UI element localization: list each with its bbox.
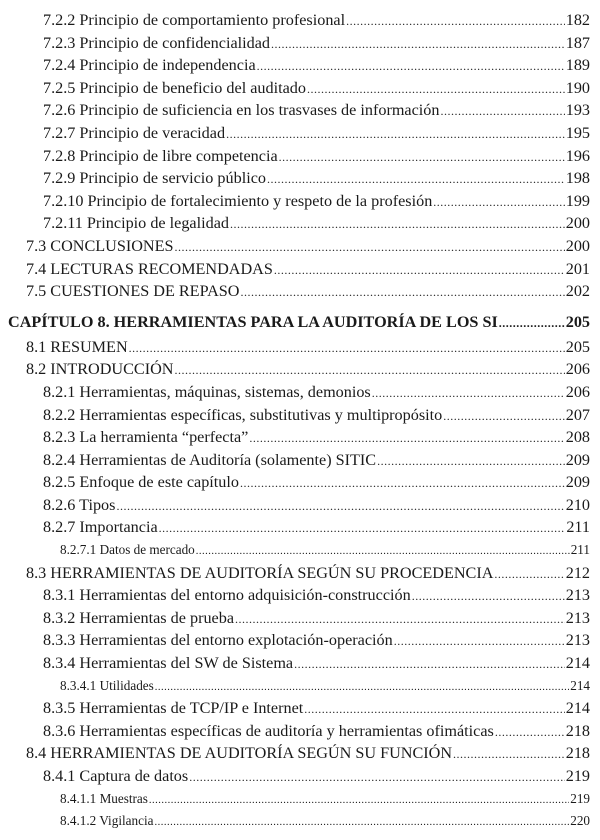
dot-leader [274, 259, 565, 282]
dot-leader [494, 563, 564, 586]
toc-entry-title: 8.3 HERRAMIENTAS DE AUDITORÍA SEGÚN SU PROCEDENCIA [26, 563, 494, 582]
toc-entry[interactable] [0, 381, 600, 404]
dot-leader [271, 33, 565, 56]
dot-leader [249, 427, 564, 450]
toc-entry-title: 8.2.6 Tipos [43, 495, 116, 514]
dot-leader [412, 585, 565, 608]
toc-entry[interactable] [0, 494, 600, 517]
dot-leader [440, 100, 564, 123]
toc-entry-title: 7.2.9 Principio de servicio público [43, 169, 266, 188]
toc-entry-page: 199 [565, 191, 590, 210]
dot-leader [189, 766, 565, 789]
dot-leader [226, 123, 565, 146]
toc-entry-title: 8.2.7 Importancia [43, 518, 158, 537]
toc-entry[interactable] [0, 584, 600, 607]
toc-entry[interactable] [0, 190, 600, 213]
toc-entry-title: 8.3.4.1 Utilidades [60, 677, 154, 693]
dot-leader [346, 10, 565, 33]
toc-entry-page: 207 [565, 405, 590, 424]
toc-entry-page: 189 [565, 56, 590, 75]
toc-entry-page: 190 [565, 78, 590, 97]
toc-entry-title: 7.5 CUESTIONES DE REPASO [26, 282, 240, 301]
toc-entry[interactable] [0, 607, 600, 630]
toc-entry[interactable] [0, 358, 600, 381]
toc-entry[interactable] [0, 742, 600, 765]
toc-entry-title: 8.4 HERRAMIENTAS DE AUDITORÍA SEGÚN SU FUNCIÓN [26, 744, 453, 763]
toc-entry-page: 218 [565, 744, 590, 763]
toc-entry-title: 7.2.6 Principio de suficiencia en los trasvases de información [43, 101, 440, 120]
toc-entry[interactable] [0, 235, 600, 258]
toc-entry-title: 8.1 RESUMEN [26, 337, 128, 356]
toc-entry-page: 219 [565, 767, 590, 785]
table-of-contents [0, 9, 600, 833]
toc-entry-page: 214 [565, 699, 590, 718]
toc-entry-title: 7.2.2 Principio de comportamiento profesional [43, 11, 346, 29]
toc-entry-title: 8.3.5 Herramientas de TCP/IP e Internet [43, 699, 304, 718]
toc-entry-title: 7.4 LECTURAS RECOMENDADAS [26, 259, 273, 278]
dot-leader [159, 517, 566, 540]
toc-entry[interactable] [0, 212, 600, 235]
toc-entry-page: 209 [565, 450, 590, 469]
dot-leader [495, 721, 565, 744]
toc-entry-page: 209 [565, 473, 590, 492]
toc-entry-title: 8.3.3 Herramientas del entorno explotación-operación [43, 631, 393, 650]
toc-entry-title: 8.2.1 Herramientas, máquinas, sistemas, demonios [43, 382, 371, 401]
toc-entry-page: 205 [565, 337, 590, 356]
toc-entry[interactable] [0, 720, 600, 743]
dot-leader [377, 450, 565, 473]
toc-entry-page: 211 [570, 542, 590, 558]
toc-entry[interactable] [0, 99, 600, 122]
dot-leader [235, 608, 565, 631]
toc-entry-page: 182 [565, 11, 590, 29]
toc-entry-title: 8.3.4 Herramientas del SW de Sistema [43, 654, 294, 673]
toc-entry-title: 7.2.10 Principio de fortalecimiento y respeto de la profesión [43, 191, 433, 210]
toc-entry-page: 210 [565, 495, 590, 514]
toc-entry-page: 214 [570, 677, 590, 693]
toc-entry-page: 212 [565, 563, 590, 582]
toc-entry[interactable] [0, 765, 600, 788]
toc-entry[interactable] [0, 77, 600, 100]
toc-entry-title: 8.2.5 Enfoque de este capítulo [43, 473, 239, 492]
toc-entry-title: 7.2.11 Principio de legalidad [43, 214, 229, 233]
toc-entry-title: 8.2.7.1 Datos de mercado [60, 542, 195, 558]
toc-entry-title: 8.4.1 Captura de datos [43, 767, 189, 785]
toc-entry-page: 202 [565, 282, 590, 301]
dot-leader [196, 541, 570, 564]
toc-entry-page: 219 [570, 790, 590, 806]
toc-entry-page: 213 [565, 631, 590, 650]
toc-entry-page: 213 [565, 608, 590, 627]
toc-entry-title: 8.2.4 Herramientas de Auditoría (solamente) SITIC [43, 450, 377, 469]
toc-entry[interactable] [0, 336, 600, 359]
toc-entry-page: 205 [565, 312, 590, 331]
toc-entry-page: 196 [565, 146, 590, 165]
dot-leader [279, 146, 565, 169]
toc-entry[interactable] [0, 629, 600, 652]
toc-entry[interactable] [0, 167, 600, 190]
toc-entry[interactable] [0, 426, 600, 449]
toc-entry-title: 7.2.3 Principio de confidencialidad [43, 33, 271, 52]
toc-entry[interactable] [0, 32, 600, 55]
toc-entry-page: 211 [566, 518, 590, 537]
toc-entry[interactable] [0, 516, 600, 539]
toc-entry[interactable] [0, 471, 600, 494]
toc-chapter-entry[interactable] [0, 311, 600, 335]
dot-leader [175, 236, 565, 259]
toc-entry[interactable] [0, 145, 600, 168]
dot-leader [257, 55, 565, 78]
toc-entry-title: 8.2.2 Herramientas específicas, substitutivas y multipropósito [43, 405, 443, 424]
toc-entry-page: 200 [565, 214, 590, 233]
toc-entry-page: 206 [565, 360, 590, 379]
dot-leader [394, 630, 565, 653]
toc-entry[interactable] [0, 449, 600, 472]
toc-entry-page: 200 [565, 236, 590, 255]
dot-leader [174, 359, 564, 382]
toc-entry[interactable] [0, 9, 600, 32]
toc-entry[interactable] [0, 280, 600, 303]
dot-leader [499, 312, 565, 335]
toc-entry[interactable] [0, 258, 600, 281]
toc-entry-title: 8.2 INTRODUCCIÓN [26, 360, 174, 379]
toc-entry-title: 7.2.5 Principio de beneficio del auditado [43, 78, 306, 97]
toc-entry[interactable] [0, 122, 600, 145]
toc-entry-page: 214 [565, 654, 590, 673]
toc-entry-page: 187 [565, 33, 590, 52]
dot-leader [149, 790, 569, 813]
toc-entry[interactable] [0, 539, 600, 562]
dot-leader [154, 812, 569, 835]
toc-entry-title: 7.2.4 Principio de independencia [43, 56, 256, 75]
dot-leader [230, 213, 565, 236]
dot-leader [433, 191, 564, 214]
toc-entry-page: 206 [565, 382, 590, 401]
dot-leader [443, 405, 565, 428]
toc-entry-page: 218 [565, 721, 590, 740]
toc-entry[interactable] [0, 404, 600, 427]
toc-entry-title: 8.3.1 Herramientas del entorno adquisición-construcción [43, 586, 411, 605]
toc-entry[interactable] [0, 810, 600, 833]
dot-leader [267, 168, 565, 191]
toc-entry[interactable] [0, 697, 600, 720]
dot-leader [240, 472, 565, 495]
toc-entry-title: 8.3.2 Herramientas de prueba [43, 608, 235, 627]
toc-entry[interactable] [0, 54, 600, 77]
toc-entry[interactable] [0, 788, 600, 811]
dot-leader [304, 698, 564, 721]
dot-leader [155, 677, 569, 700]
toc-entry-title: 8.3.6 Herramientas específicas de auditoría y herramientas ofimáticas [43, 721, 494, 740]
toc-entry-title: 8.4.1.2 Vigilancia [60, 813, 154, 829]
toc-entry-title: 7.2.8 Principio de libre competencia [43, 146, 278, 165]
dot-leader [129, 337, 565, 360]
dot-leader [116, 495, 564, 518]
toc-entry[interactable] [0, 562, 600, 585]
dot-leader [372, 382, 565, 405]
toc-entry[interactable] [0, 675, 600, 698]
toc-entry-page: 213 [565, 586, 590, 605]
dot-leader [294, 653, 565, 676]
toc-entry-title: 8.2.3 La herramienta “perfecta” [43, 428, 249, 447]
toc-entry-page: 208 [565, 428, 590, 447]
dot-leader [240, 281, 564, 304]
toc-entry-title: 7.2.7 Principio de veracidad [43, 123, 226, 142]
toc-entry-page: 220 [570, 813, 590, 829]
toc-entry-title: 7.3 CONCLUSIONES [26, 236, 174, 255]
toc-entry[interactable] [0, 652, 600, 675]
toc-entry-page: 201 [565, 259, 590, 278]
toc-entry-page: 195 [565, 123, 590, 142]
toc-entry-page: 193 [565, 101, 590, 120]
toc-entry-title: 8.4.1.1 Muestras [60, 790, 148, 806]
toc-entry-page: 198 [565, 169, 590, 188]
dot-leader [307, 78, 565, 101]
toc-entry-title: CAPÍTULO 8. HERRAMIENTAS PARA LA AUDITORÍA DE LOS SI [8, 312, 498, 331]
dot-leader [453, 743, 565, 766]
